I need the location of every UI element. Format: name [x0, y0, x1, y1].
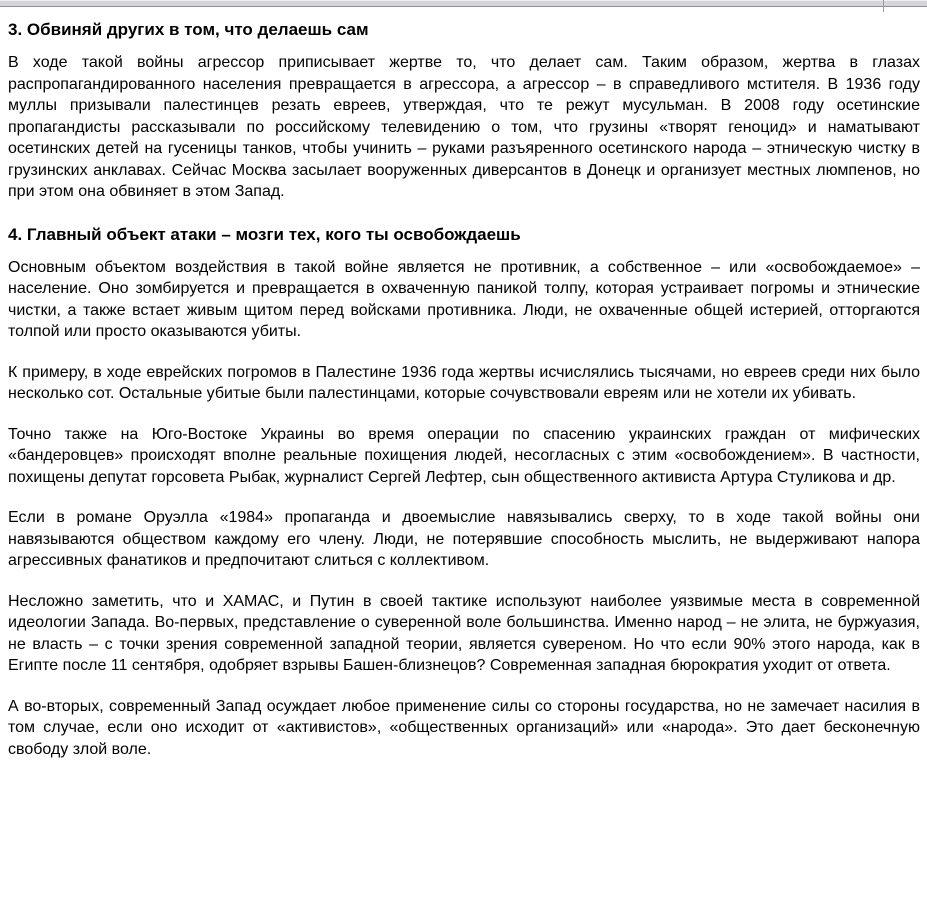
paragraph: В ходе такой войны агрессор приписывает жертве то, что делает сам. Таким образом, жертва в глазах распропагандированного населения превращается в агрессора, а агрессор – в справедливого мстителя. В 1936 году муллы призывали палестинцев резать евреев, утверждая, что те режут мусульман. В 2008 году осетинские пропагандисты рассказывали по российскому телевидению о том, что грузины «творят геноцид» и наматывают осетинских детей на гусеницы танков, чтобы учинить – руками разъяренного осетинского народа – этническую чистку в грузинских анклавах. Сейчас Москва засылает вооруженных диверсантов в Донецк и организует местных люмпенов, но при этом она обвиняет в этом Запад. — [8, 54, 920, 200]
paragraph: А во-вторых, современный Запад осуждает любое применение силы со стороны государства, но не замечает насилия в том случае, если оно исходит от «активистов», «общественных организаций» или «народа». Это дает бесконечную свободу злой воле. — [8, 697, 920, 758]
section-heading-4: 4. Главный объект атаки – мозги тех, кого ты освобождаешь — [8, 224, 521, 244]
paragraph: Основным объектом воздействия в такой войне является не противник, а собственное – или «освобождаемое» – население. Оно зомбируется и превращается в охваченную паникой толпу, которая устраивает погромы и этнические чистки, а также встает живым щитом перед войсками противника. Люди, не охваченные общей истерией, отторгаются толпой или просто оказываются убиты. — [8, 258, 920, 340]
section-heading-3: 3. Обвиняй других в том, что делаешь сам — [8, 20, 369, 39]
article-body — [0, 7, 927, 760]
paragraph: Точно также на Юго-Востоке Украины во время операции по спасению украинских граждан от мифических «бандеровцев» происходят вполне реальные похищения людей, несогласных с этим «освобождением». В частности, похищены депутат горсовета Рыбак, журналист Сергей Лефтер, сын общественного активиста Артура Стуликова и др. — [8, 425, 920, 486]
paragraph: К примеру, в ходе еврейских погромов в Палестине 1936 года жертвы исчислялись тысячами, но евреев среди них было несколько сот. Остальные убитые были палестинцами, которые сочувствовали евреям или не хотели их убивать. — [8, 363, 920, 402]
scrollbar-corner-seam — [883, 0, 884, 12]
browser-chrome-edge — [0, 0, 927, 7]
paragraph: Если в романе Оруэлла «1984» пропаганда и двоемыслие навязывались сверху, то в ходе такой войны они навязываются обществом каждому его члену. Люди, не потерявшие способность мыслить, не выдерживают напора агрессивных фанатиков и предпочитают слиться с коллективом. — [8, 509, 920, 569]
paragraph: Несложно заметить, что и ХАМАС, и Путин в своей тактике используют наиболее уязвимые места в современной идеологии Запада. Во-первых, представление о суверенной воле большинства. Именно народ – не элита, не буржуазия, не власть – с точки зрения современной западной теории, является сувереном. Но что если 90% этого народа, как в Египте после 11 сентября, одобряет взрывы Башен-близнецов? Современная западная бюрократия уходит от ответа. — [8, 592, 920, 674]
